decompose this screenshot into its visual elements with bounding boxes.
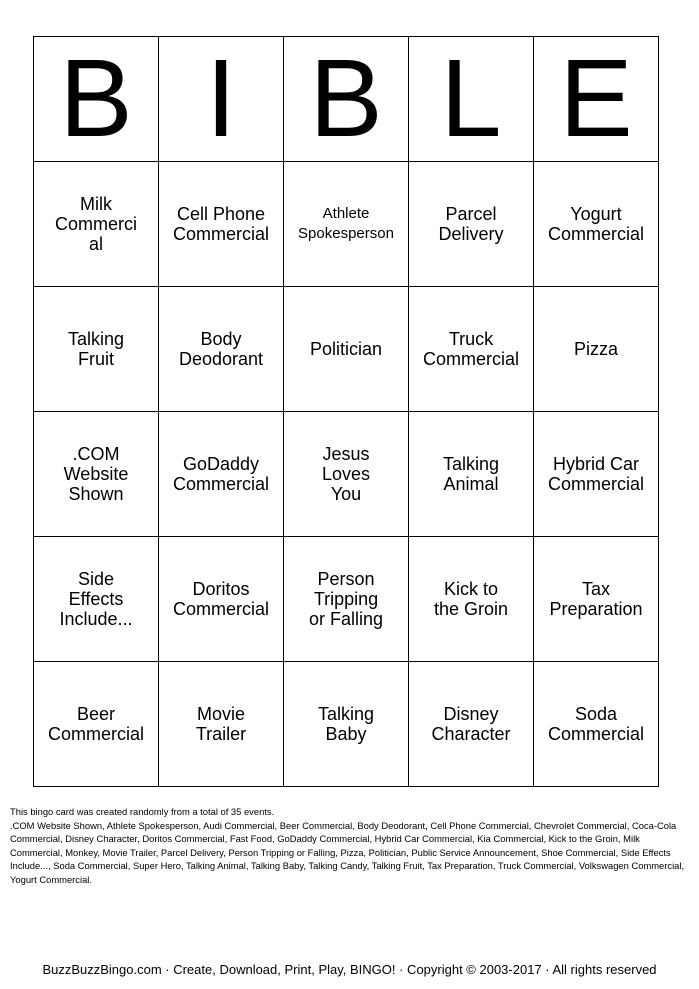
card-row: [34, 412, 659, 537]
bingo-cell: Soda Commercial: [534, 662, 659, 787]
bingo-cell: Yogurt Commercial: [534, 162, 659, 287]
header-letter-l: L: [409, 37, 534, 162]
bingo-cell: .COM Website Shown: [34, 412, 159, 537]
bingo-cell: Hybrid Car Commercial: [534, 412, 659, 537]
card-row: [34, 162, 659, 287]
header-letter-b2: B: [284, 37, 409, 162]
bingo-cell: Truck Commercial: [409, 287, 534, 412]
bingo-cell: Cell Phone Commercial: [159, 162, 284, 287]
event-info: [10, 805, 690, 887]
bingo-card: [33, 36, 659, 787]
event-list: .COM Website Shown, Athlete Spokesperson, Audi Commercial, Beer Commercial, Body Deodorant, Cell Phone Commercial, Chevrolet Commercial, Coca-Cola Commercial, Disney Character, Doritos Commercial, Fast Food, GoDaddy Commercial, Hybrid Car Commercial, Kia Commercial, Kick to the Groin, Milk Commercial, Monkey, Movie Trailer, Parcel Delivery, Person Tripping or Falling, Pizza, Politician, Public Service Announcement, Shoe Commercial, Side Effects Include..., Soda Commercial, Super Hero, Talking Animal, Talking Baby, Talking Candy, Talking Fruit, Tax Preparation, Truck Commercial, Volkswagen Commercial, Yogurt Commercial.: [10, 819, 685, 885]
header-row: [34, 37, 659, 162]
bingo-cell: Pizza: [534, 287, 659, 412]
bingo-cell: Side Effects Include...: [34, 537, 159, 662]
bingo-cell: Beer Commercial: [34, 662, 159, 787]
bingo-cell: Tax Preparation: [534, 537, 659, 662]
card-row: [34, 662, 659, 787]
bingo-cell: Movie Trailer: [159, 662, 284, 787]
header-letter-e: E: [534, 37, 659, 162]
bingo-cell: Disney Character: [409, 662, 534, 787]
site-footer: BuzzBuzzBingo.com · Create, Download, Print, Play, BINGO! · Copyright © 2003-2017 · All rights reserved: [42, 962, 657, 977]
bingo-cell: Milk Commercial: [34, 162, 159, 287]
bingo-cell: Politician: [284, 287, 409, 412]
bingo-cell: Body Deodorant: [159, 287, 284, 412]
card-row: [34, 537, 659, 662]
bingo-cell: Doritos Commercial: [159, 537, 284, 662]
event-summary: This bingo card was created randomly from a total of 35 events.: [10, 806, 275, 817]
bingo-cell: Talking Fruit: [34, 287, 159, 412]
bingo-cell: Talking Baby: [284, 662, 409, 787]
bingo-cell: GoDaddy Commercial: [159, 412, 284, 537]
header-letter-i: I: [159, 37, 284, 162]
bingo-cell: Talking Animal: [409, 412, 534, 537]
bingo-cell: Person Tripping or Falling: [284, 537, 409, 662]
bingo-cell: Kick to the Groin: [409, 537, 534, 662]
bingo-cell: Parcel Delivery: [409, 162, 534, 287]
bingo-cell: Jesus Loves You: [284, 412, 409, 537]
header-letter-b: B: [34, 37, 159, 162]
card-row: [34, 287, 659, 412]
bingo-cell: Athlete Spokesperson: [284, 162, 409, 287]
